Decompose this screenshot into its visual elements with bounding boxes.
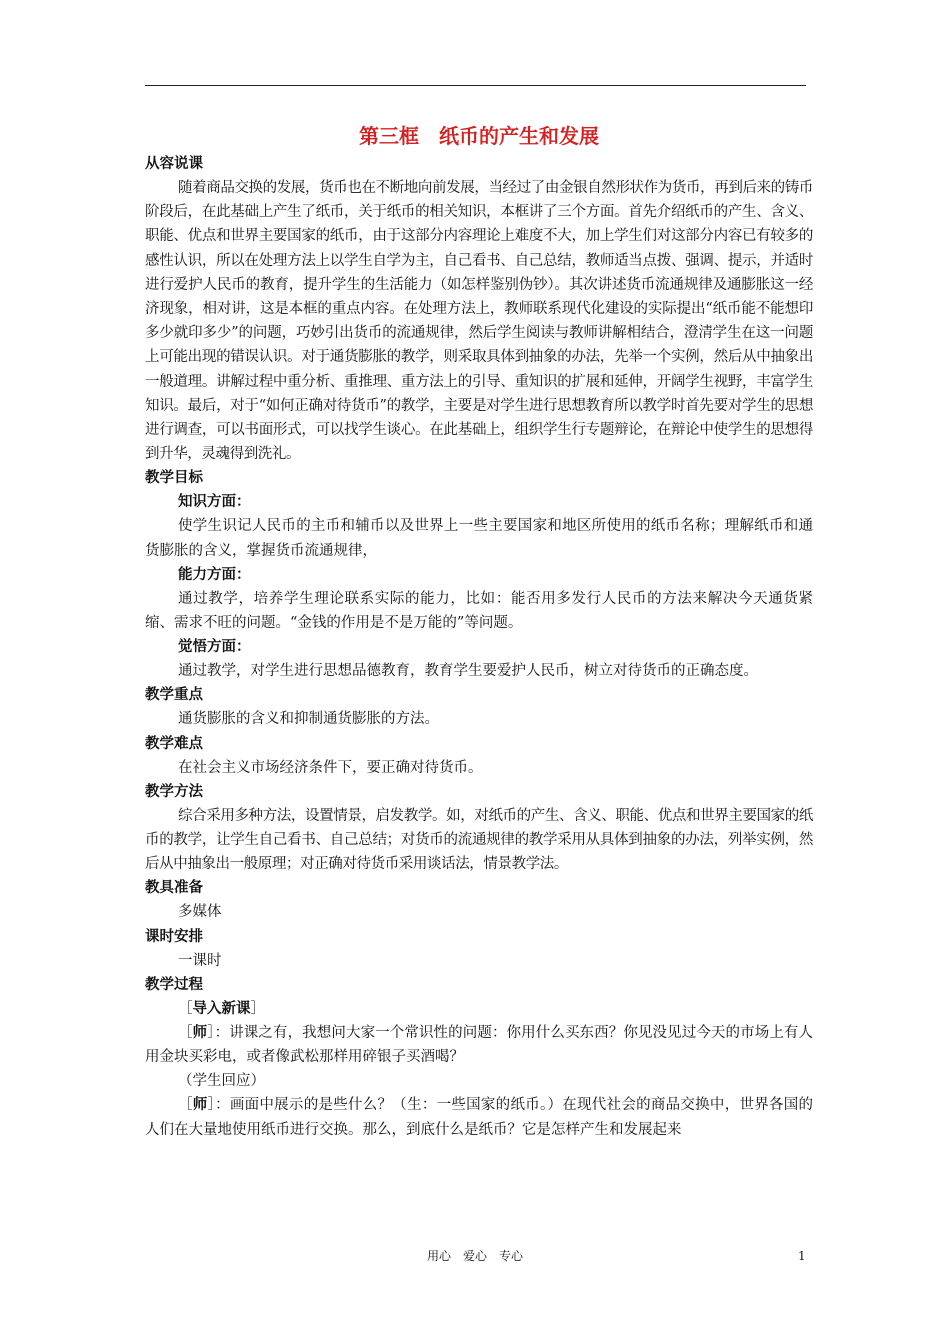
section-heading-fangfa: 教学方法 <box>145 783 203 800</box>
section-heading-jiaoju: 教具准备 <box>145 880 203 897</box>
header-rule <box>145 85 806 86</box>
section-fangfa <box>145 780 813 877</box>
section-heading-mubiao: 教学目标 <box>145 470 203 487</box>
section-heading-zhongdian: 教学重点 <box>145 687 203 704</box>
nengli-label: 能力方面： <box>178 566 251 583</box>
fangfa-text: 综合采用多种方法，设置情景，启发教学。如，对纸币的产生、含义、职能、优点和世界主要国家的纸币的教学，让学生自己看书、自己总结；对货币的流通规律的教学采用从具体到抽象的办法，列举实例，然后从中抽象出一般原理；对正确对待货币采用谈话法，情景教学法。 <box>145 807 813 873</box>
section-heading-shuoke: 从容说课 <box>145 156 203 172</box>
t2-bracket-open: ［ <box>178 1097 193 1114</box>
intro-bracket-open: ［ <box>178 1000 193 1017</box>
student-reply: （学生回应） <box>178 1073 265 1090</box>
section-nandian <box>145 732 813 780</box>
page-number: 1 <box>798 1249 806 1263</box>
t1-text: ：讲课之有，我想问大家一个常识性的问题：你用什么买东西？你见没见过今天的市场上有人用金块买彩电，或者像武松那样用碎银子买酒喝？ <box>145 1024 814 1066</box>
section-shuoke <box>145 152 813 466</box>
section-zhongdian <box>145 683 813 731</box>
section-heading-keshi: 课时安排 <box>145 928 203 945</box>
section-keshi <box>145 925 813 973</box>
section-guocheng <box>145 973 813 1142</box>
teacher-line-1 <box>145 1021 813 1069</box>
shuoke-paragraph: 随着商品交换的发展，货币也在不断地向前发展，当经过了由金银自然形状作为货币，再到后来的铸币阶段后，在此基础上产生了纸币，关于纸币的相关知识，本框讲了三个方面。首先介绍纸币的产生、含义、职能、优点和世界主要国家的纸币，由于这部分内容理论上难度不大，加上学生们对这部分内容已有较多的感性认识，所以在处理方法上以学生自学为主，自己看书、自己总结，教师适当点拨、强调、提示，并适时进行爱护人民币的教育，提升学生的生活能力（如怎样鉴别伪钞）。其次讲述货币流通规律及通膨胀这一经济现象，相对讲，这是本框的重点内容。在处理方法上，教师联系现代化建设的实际提出“纸币能不能想印多少就印多少”的问题，巧妙引出货币的流通规律，然后学生阅读与教师讲解相结合，澄清学生在这一问题上可能出现的错误认识。对于通货膨胀的教学，则采取具体到抽象的办法，先举一个实例，然后从中抽象出一般道理。讲解过程中重分析、重推理、重方法上的引导、重知识的扩展和延伸，开阔学生视野，丰富学生知识。最后，对于“如何正确对待货币”的教学，主要是对学生进行思想教育所以教学时首先要对学生的思想进行调查，可以书面形式，可以找学生谈心。在此基础上，组织学生行专题辩论，在辩论中使学生的思想得到升华，灵魂得到洗礼。 <box>145 180 813 463</box>
t2-text: ：画面中展示的是些什么？（生：一些国家的纸币。）在现代社会的商品交换中，世界各国的人们在大量地使用纸币进行交换。那么，到底什么是纸币？它是怎样产生和发展起来 <box>145 1097 814 1138</box>
t1-bracket-open: ［ <box>178 1024 193 1041</box>
section-heading-nandian: 教学难点 <box>145 735 203 752</box>
section-heading-guocheng: 教学过程 <box>145 976 203 993</box>
teacher-line-2 <box>145 1093 813 1141</box>
jiaoju-text: 多媒体 <box>178 904 222 921</box>
t2-bracket-close: ］ <box>207 1097 216 1114</box>
intro-bracket-close: ］ <box>250 1000 265 1017</box>
juewu-text: 通过教学，对学生进行思想品德教育，教育学生要爱护人民币，树立对待货币的正确态度。 <box>178 663 758 680</box>
t2-label: 师 <box>192 1096 208 1114</box>
document-body <box>145 120 813 1142</box>
intro-tag <box>145 997 813 1021</box>
zhishi-label: 知识方面： <box>178 494 251 511</box>
nengli-text: 通过教学，培养学生理论联系实际的能力，比如：能否用多发行人民币的方法来解决今天通货紧缩、需求不旺的问题。“金钱的作用是不是万能的”等问题。 <box>145 590 813 632</box>
t1-bracket-close: ］ <box>207 1024 215 1041</box>
t1-label: 师 <box>192 1023 208 1041</box>
nandian-text: 在社会主义市场经济条件下，要正确对待货币。 <box>178 759 483 776</box>
footer-motto: 用心 爱心 专心 <box>426 1249 523 1263</box>
zhishi-text: 使学生识记人民币的主币和辅币以及世界上一些主要国家和地区所使用的纸币名称；理解纸币和通货膨胀的含义，掌握货币流通规律， <box>145 518 813 559</box>
juewu-label: 觉悟方面： <box>178 639 251 656</box>
page-title: 第三框 纸币的产生和发展 <box>359 124 599 148</box>
keshi-text: 一课时 <box>178 952 222 969</box>
section-jiaoju <box>145 876 813 924</box>
intro-label: 导入新课 <box>192 1000 251 1017</box>
section-mubiao <box>145 466 813 683</box>
zhongdian-text: 通货膨胀的含义和抑制通货膨胀的方法。 <box>178 711 439 728</box>
